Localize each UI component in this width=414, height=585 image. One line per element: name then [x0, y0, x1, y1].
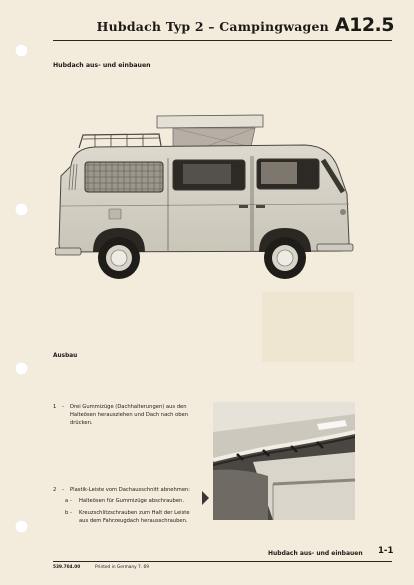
photo-background-block: [262, 292, 354, 362]
binder-hole: [15, 520, 28, 533]
footer-part-code: 539.704.00: [53, 565, 81, 570]
step-1-line: Halteösen herausziehen und Dach nach oben: [70, 412, 188, 418]
campervan-photo: [55, 102, 355, 287]
substep-letter: b: [65, 510, 69, 516]
substep-letter: a: [65, 498, 69, 504]
header-section-code: A12.5: [334, 14, 394, 36]
step-1-line: Drei Gummizüge (Dachhalterungen) aus den: [70, 404, 187, 410]
header-title: Hubdach Typ 2 – Campingwagen: [96, 19, 329, 34]
step-2-line: Plastik-Leiste vom Dachausschnitt abnehmen:: [70, 487, 191, 493]
header-rule: [53, 40, 392, 41]
section-title: Hubdach aus- und einbauen: [53, 62, 151, 69]
binder-hole: [15, 362, 28, 375]
substep-line: Kreuzschlitzschrauben zum Halt der Leiste: [79, 510, 190, 516]
footer-printed: Printed in Germany 7. 69: [95, 565, 149, 570]
substep-line: Halteösen für Gummizüge abschrauben.: [79, 498, 184, 504]
pointer-arrow-icon: [202, 491, 209, 505]
footer-rule: [53, 561, 392, 562]
substep-line: aus dem Fahrzeugdach herausschrauben.: [79, 518, 188, 524]
footer-title: Hubdach aus- und einbauen: [268, 550, 363, 557]
binder-hole: [15, 203, 28, 216]
page-header: [97, 14, 394, 36]
subheading-ausbau: Ausbau: [53, 353, 78, 359]
step-1-number: 1: [53, 404, 57, 410]
step-2: 2 - Plastik-Leiste vom Dachausschnitt abnehmen:: [53, 487, 191, 493]
page-number: 1-1: [378, 546, 394, 556]
step-2b: b - Kreuzschlitzschrauben zum Halt der Leiste aus dem Fahrzeugdach herausschrauben.: [65, 510, 190, 524]
step-2a: a - Halteösen für Gummizüge abschrauben.: [65, 498, 184, 504]
roof-interior-photo: [213, 402, 355, 520]
step-2-number: 2: [53, 487, 57, 493]
step-1-line: drücken.: [70, 420, 93, 426]
binder-hole: [15, 44, 28, 57]
step-1: 1 - Drei Gummizüge (Dachhalterungen) aus den Halteösen herausziehen und Dach nach oben drücken.: [53, 404, 188, 426]
